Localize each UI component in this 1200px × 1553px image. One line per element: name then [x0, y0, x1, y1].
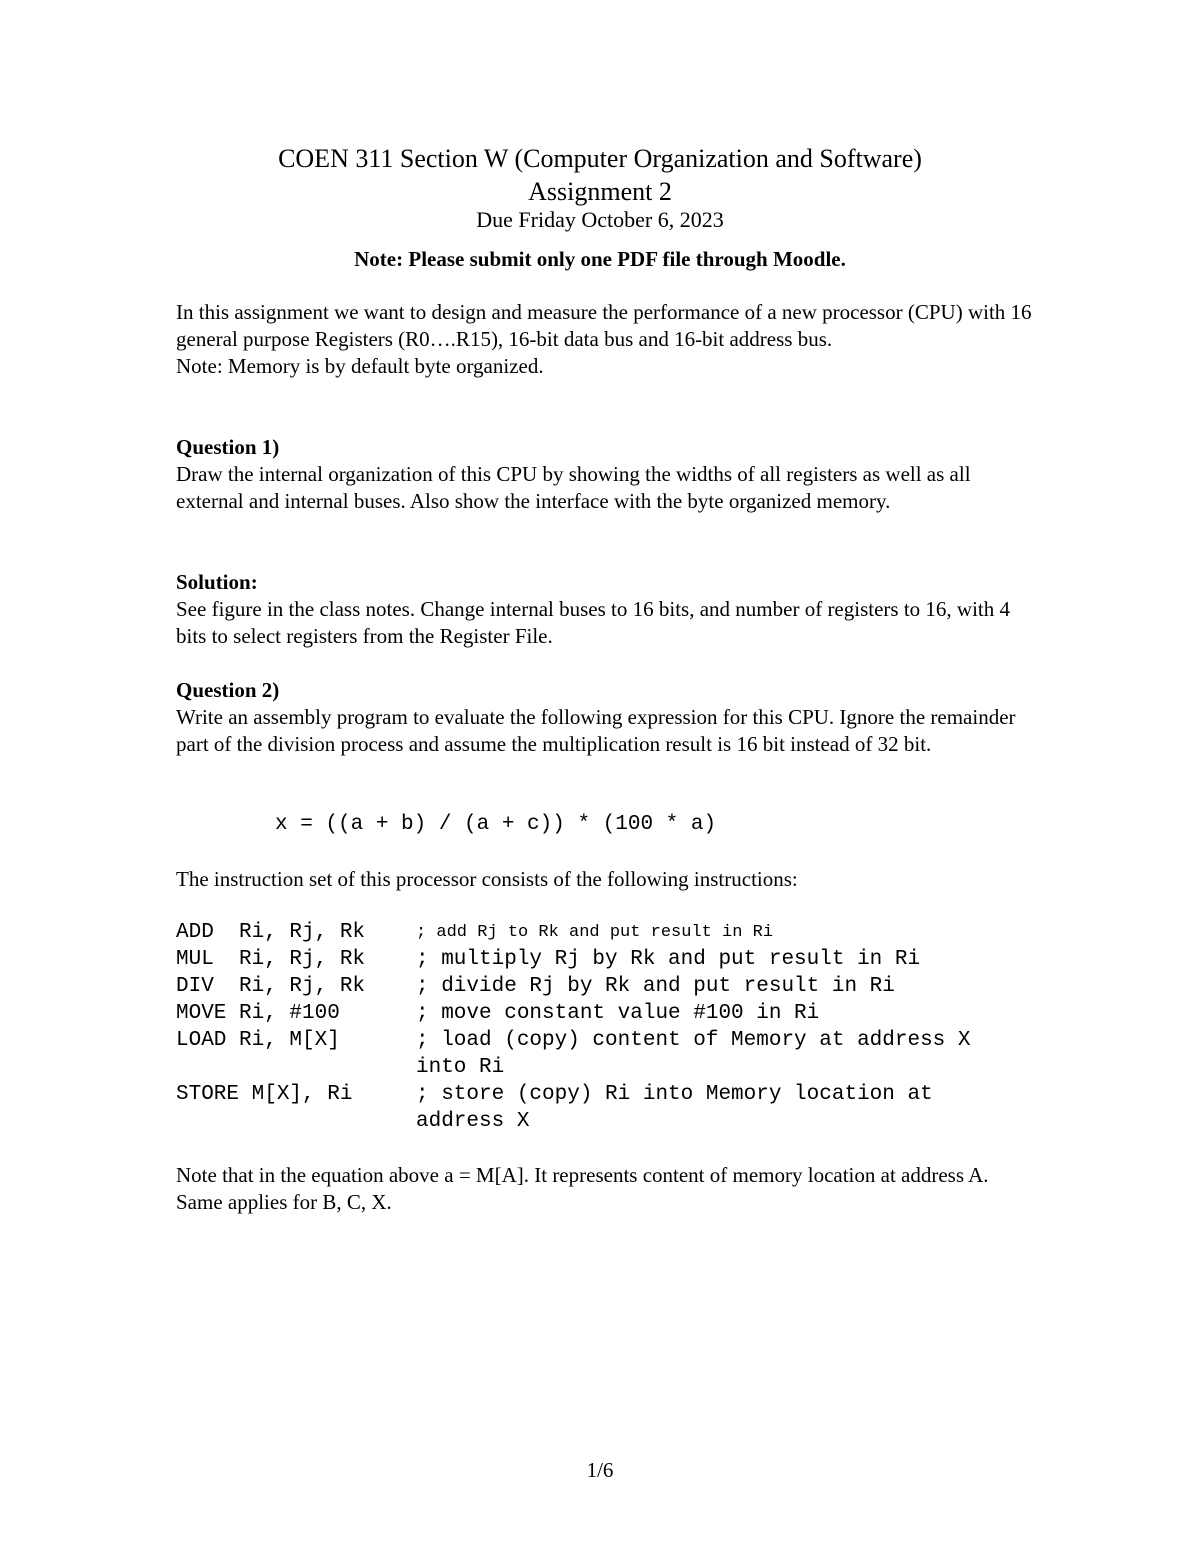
instruction-list: [176, 919, 1016, 1135]
instruction-row: [176, 946, 1016, 973]
question1-section: [176, 434, 1036, 515]
due-date: Due Friday October 6, 2023: [476, 207, 724, 232]
instruction-row: [176, 1081, 1016, 1135]
instruction-comment: ; divide Rj by Rk and put result in Ri: [416, 975, 895, 998]
instruction-comment: ; multiply Rj by Rk and put result in Ri: [416, 948, 921, 971]
solution-heading: Solution:: [176, 570, 258, 594]
question1-text: Draw the internal organization of this CPU by showing the widths of all registers as well as all external and internal buses. Also show the interface with the byte organized memory.: [176, 462, 971, 513]
instruction-row: [176, 1027, 1016, 1081]
instruction-comment: ; add Rj to Rk and put result in Ri: [416, 923, 774, 942]
closing-note: Note that in the equation above a = M[A]. It represents content of memory location at address A. Same applies for B, C, X.: [176, 1163, 989, 1214]
instruction-op: LOAD Ri, M[X]: [176, 1029, 340, 1052]
memory-note: Note: Memory is by default byte organized.: [176, 354, 544, 378]
intro-paragraph: In this assignment we want to design and measure the performance of a new processor (CPU) with 16 general purpose Registers (R0….R15), 16-bit data bus and 16-bit address bus.: [176, 300, 1032, 351]
page-number: 1/6: [586, 1458, 614, 1482]
instruction-comment: ; load (copy) content of Memory at address X into Ri: [416, 1029, 971, 1079]
instruction-row: [176, 973, 1016, 1000]
question1-heading: Question 1): [176, 435, 280, 459]
instruction-op: MUL Ri, Rj, Rk: [176, 948, 366, 971]
question2-heading: Question 2): [176, 678, 280, 702]
instruction-op: STORE M[X], Ri: [176, 1083, 353, 1106]
instruction-comment: ; move constant value #100 in Ri: [416, 1002, 820, 1025]
instruction-intro-section: [176, 866, 1036, 893]
solution-text: See figure in the class notes. Change internal buses to 16 bits, and number of registers to 16, with 4 bits to select registers from the Register File.: [176, 597, 1011, 648]
question2-text: Write an assembly program to evaluate the following expression for this CPU. Ignore the remainder part of the division process and assume the multiplication result is 16 bit instead of 32 bit.: [176, 705, 1016, 756]
intro-section: [176, 299, 1036, 380]
expression: x = ((a + b) / (a + c)) * (100 * a): [275, 813, 717, 836]
instruction-intro: The instruction set of this processor consists of the following instructions:: [176, 867, 798, 891]
closing-note-section: [176, 1162, 1036, 1216]
assignment-number: Assignment 2: [528, 177, 672, 206]
instruction-op: ADD Ri, Rj, Rk: [176, 921, 366, 944]
instruction-row: [176, 919, 1016, 946]
document-title: COEN 311 Section W (Computer Organization and Software): [278, 144, 922, 173]
instruction-op: MOVE Ri, #100: [176, 1002, 340, 1025]
instruction-op: DIV Ri, Rj, Rk: [176, 975, 366, 998]
instruction-row: [176, 1000, 1016, 1027]
submission-note: Note: Please submit only one PDF file through Moodle.: [354, 247, 846, 271]
solution-section: [176, 569, 1036, 650]
instruction-comment: ; store (copy) Ri into Memory location at address X: [416, 1083, 933, 1133]
question2-section: [176, 677, 1036, 758]
